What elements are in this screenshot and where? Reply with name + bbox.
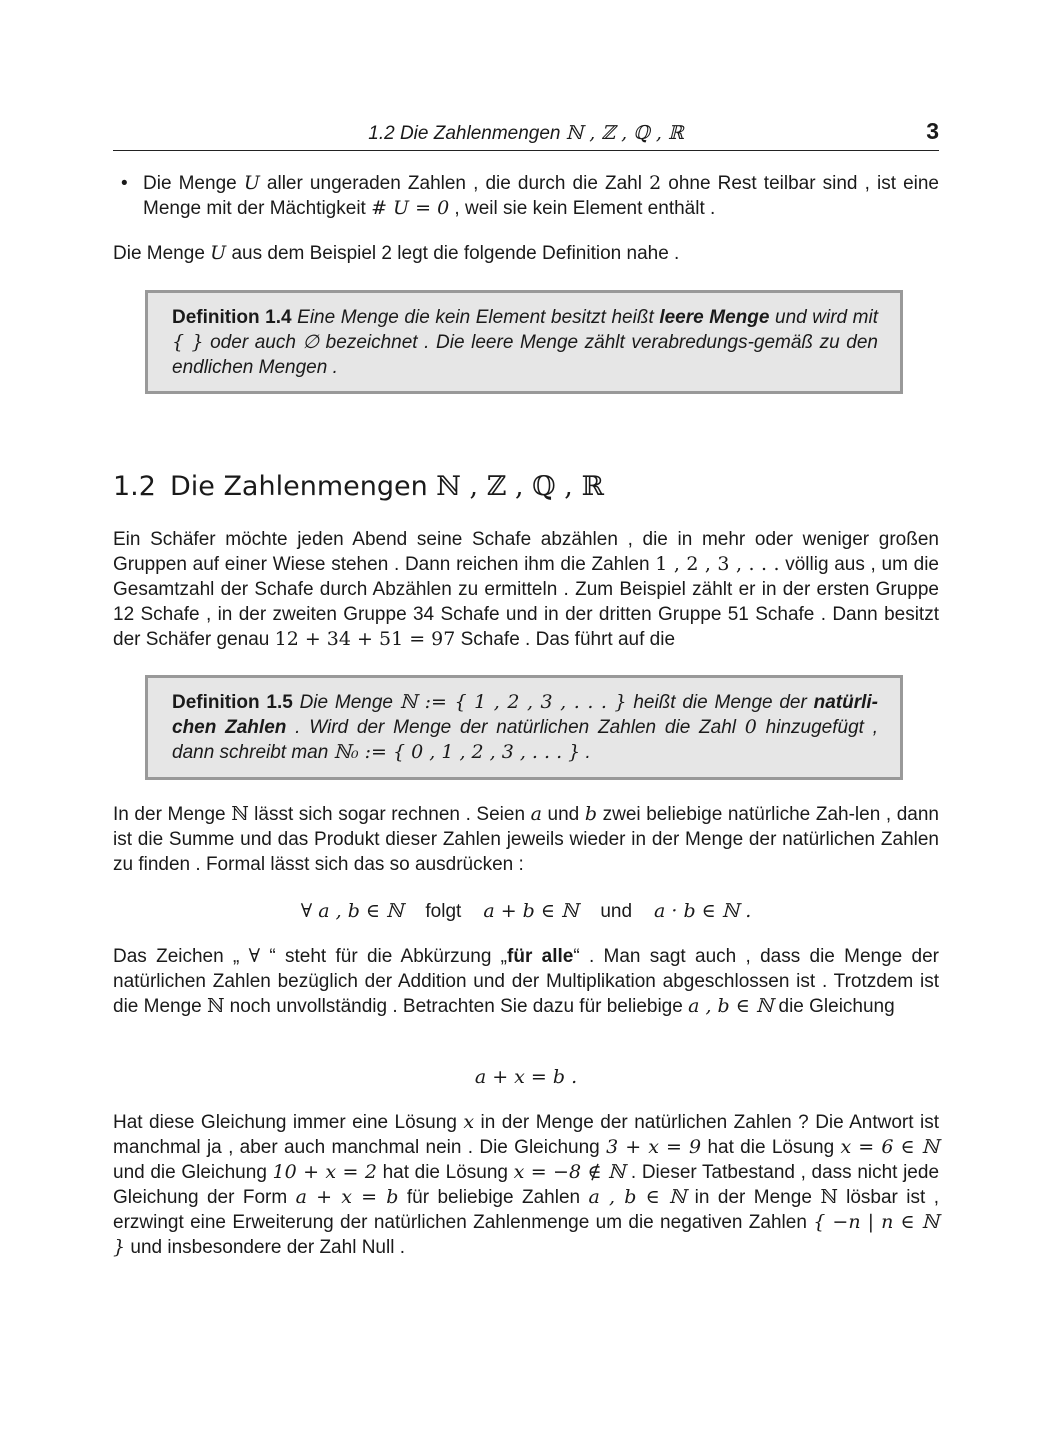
display-equation-closure: ∀ a , b ∈ ℕ folgt a + b ∈ ℕ und a · b ∈ ℕ . xyxy=(300,900,752,922)
paragraph-shepherd: Ein Schäfer möchte jeden Abend seine Schafe abzählen , die in mehr oder weniger großen Gruppen auf einer Wiese stehen . Dann reichen ihm die Zahlen 1 , 2 , 3 , . . . völlig aus , um die Gesamtzahl der Schafe durch Abzählen zu ermitteln . Zum Beispiel zählt er in der ersten Gruppe 12 Schafe , in der zweiten Gruppe 34 Schafe und in der dritten Gruppe 51 Schafe . Dann besitzt der Schäfer genau 12 + 34 + 51 = 97 Schafe . Das führt auf die xyxy=(113,529,939,650)
definition-box-1-4 xyxy=(145,290,903,394)
paragraph-for-all: Das Zeichen „ ∀ “ steht für die Abkürzung „für alle“ . Man sagt auch , dass die Menge der natürlichen Zahlen bezüglich der Addition und der Multiplikation abgeschlossen ist . Trotzdem ist die Menge ℕ noch unvollständig . Betrachten Sie dazu für beliebige a , b ∈ ℕ die Gleichung xyxy=(113,945,940,1017)
definition-text: Definition 1.5 Die Menge ℕ := { 1 , 2 , 3 , . . . } heißt die Menge der natürli-chen Zahlen . Wird der Menge der natürlichen Zahlen die Zahl 0 hinzugefügt , dann schreibt man ℕ₀ := { 0 , 1 , 2 , 3 , . . . } . xyxy=(172,691,878,763)
bullet-dot-icon: • xyxy=(121,173,128,194)
header-title xyxy=(113,122,939,145)
running-header xyxy=(113,120,939,151)
definition-term: natürli-chen Zahlen xyxy=(172,692,878,738)
bullet-text: Die Menge U aller ungeraden Zahlen , die durch die Zahl 2 ohne Rest teilbar sind , ist eine Menge mit der Mächtigkeit # U = 0 , weil sie kein Element enthält . xyxy=(143,172,939,219)
definition-label: Definition 1.5 xyxy=(172,692,293,713)
section-title: Die Zahlenmengen xyxy=(169,471,437,502)
definition-term: leere Menge xyxy=(659,307,770,328)
definition-text: Definition 1.4 Eine Menge die kein Element besitzt heißt leere Menge und wird mit { } oder auch ∅ bezeichnet . Die leere Menge zählt verabredungs-gemäß zu den endlichen Mengen . xyxy=(172,307,879,378)
page-number: 3 xyxy=(926,118,939,144)
section-number: 1.2 xyxy=(113,471,156,502)
header-title-text: 1.2 Die Zahlenmengen xyxy=(368,123,566,144)
paragraph-solutions: Hat diese Gleichung immer eine Lösung x in der Menge der natürlichen Zahlen ? Die Antwort ist manchmal ja , aber auch manchmal nein . Die Gleichung 3 + x = 9 hat die Lösung x = 6 ∈ ℕ und die Gleichung 10 + x = 2 hat die Lösung x = −8 ∉ ℕ . Dieser Tatbestand , dass nicht jede Gleichung der Form a + x = b für beliebige Zahlen a , b ∈ ℕ in der Menge ℕ lösbar ist , erzwingt eine Erweiterung der natürlichen Zahlenmenge um die negativen Zahlen { −n | n ∈ ℕ } und insbesondere der Zahl Null . xyxy=(113,1111,940,1258)
bullet-item xyxy=(121,171,939,221)
intro-paragraph: Die Menge U aus dem Beispiel 2 legt die folgende Definition nahe . xyxy=(113,242,680,264)
definition-label: Definition 1.4 xyxy=(172,307,292,328)
paragraph-natural-numbers: In der Menge ℕ lässt sich sogar rechnen . Seien a und b zwei beliebige natürliche Zah-len , dann ist die Summe und das Produkt dieser Zahlen jeweils wieder in der Menge der natürlichen Zahlen zu finden . Formal lässt sich das so ausdrücken : xyxy=(113,803,939,875)
definition-box-1-5 xyxy=(145,675,903,780)
section-title-sets: ℕ , ℤ , ℚ , ℝ xyxy=(436,471,604,502)
section-heading xyxy=(113,470,939,504)
display-equation-linear: a + x = b . xyxy=(474,1066,578,1088)
header-title-sets: ℕ , ℤ , ℚ , ℝ xyxy=(565,122,684,144)
